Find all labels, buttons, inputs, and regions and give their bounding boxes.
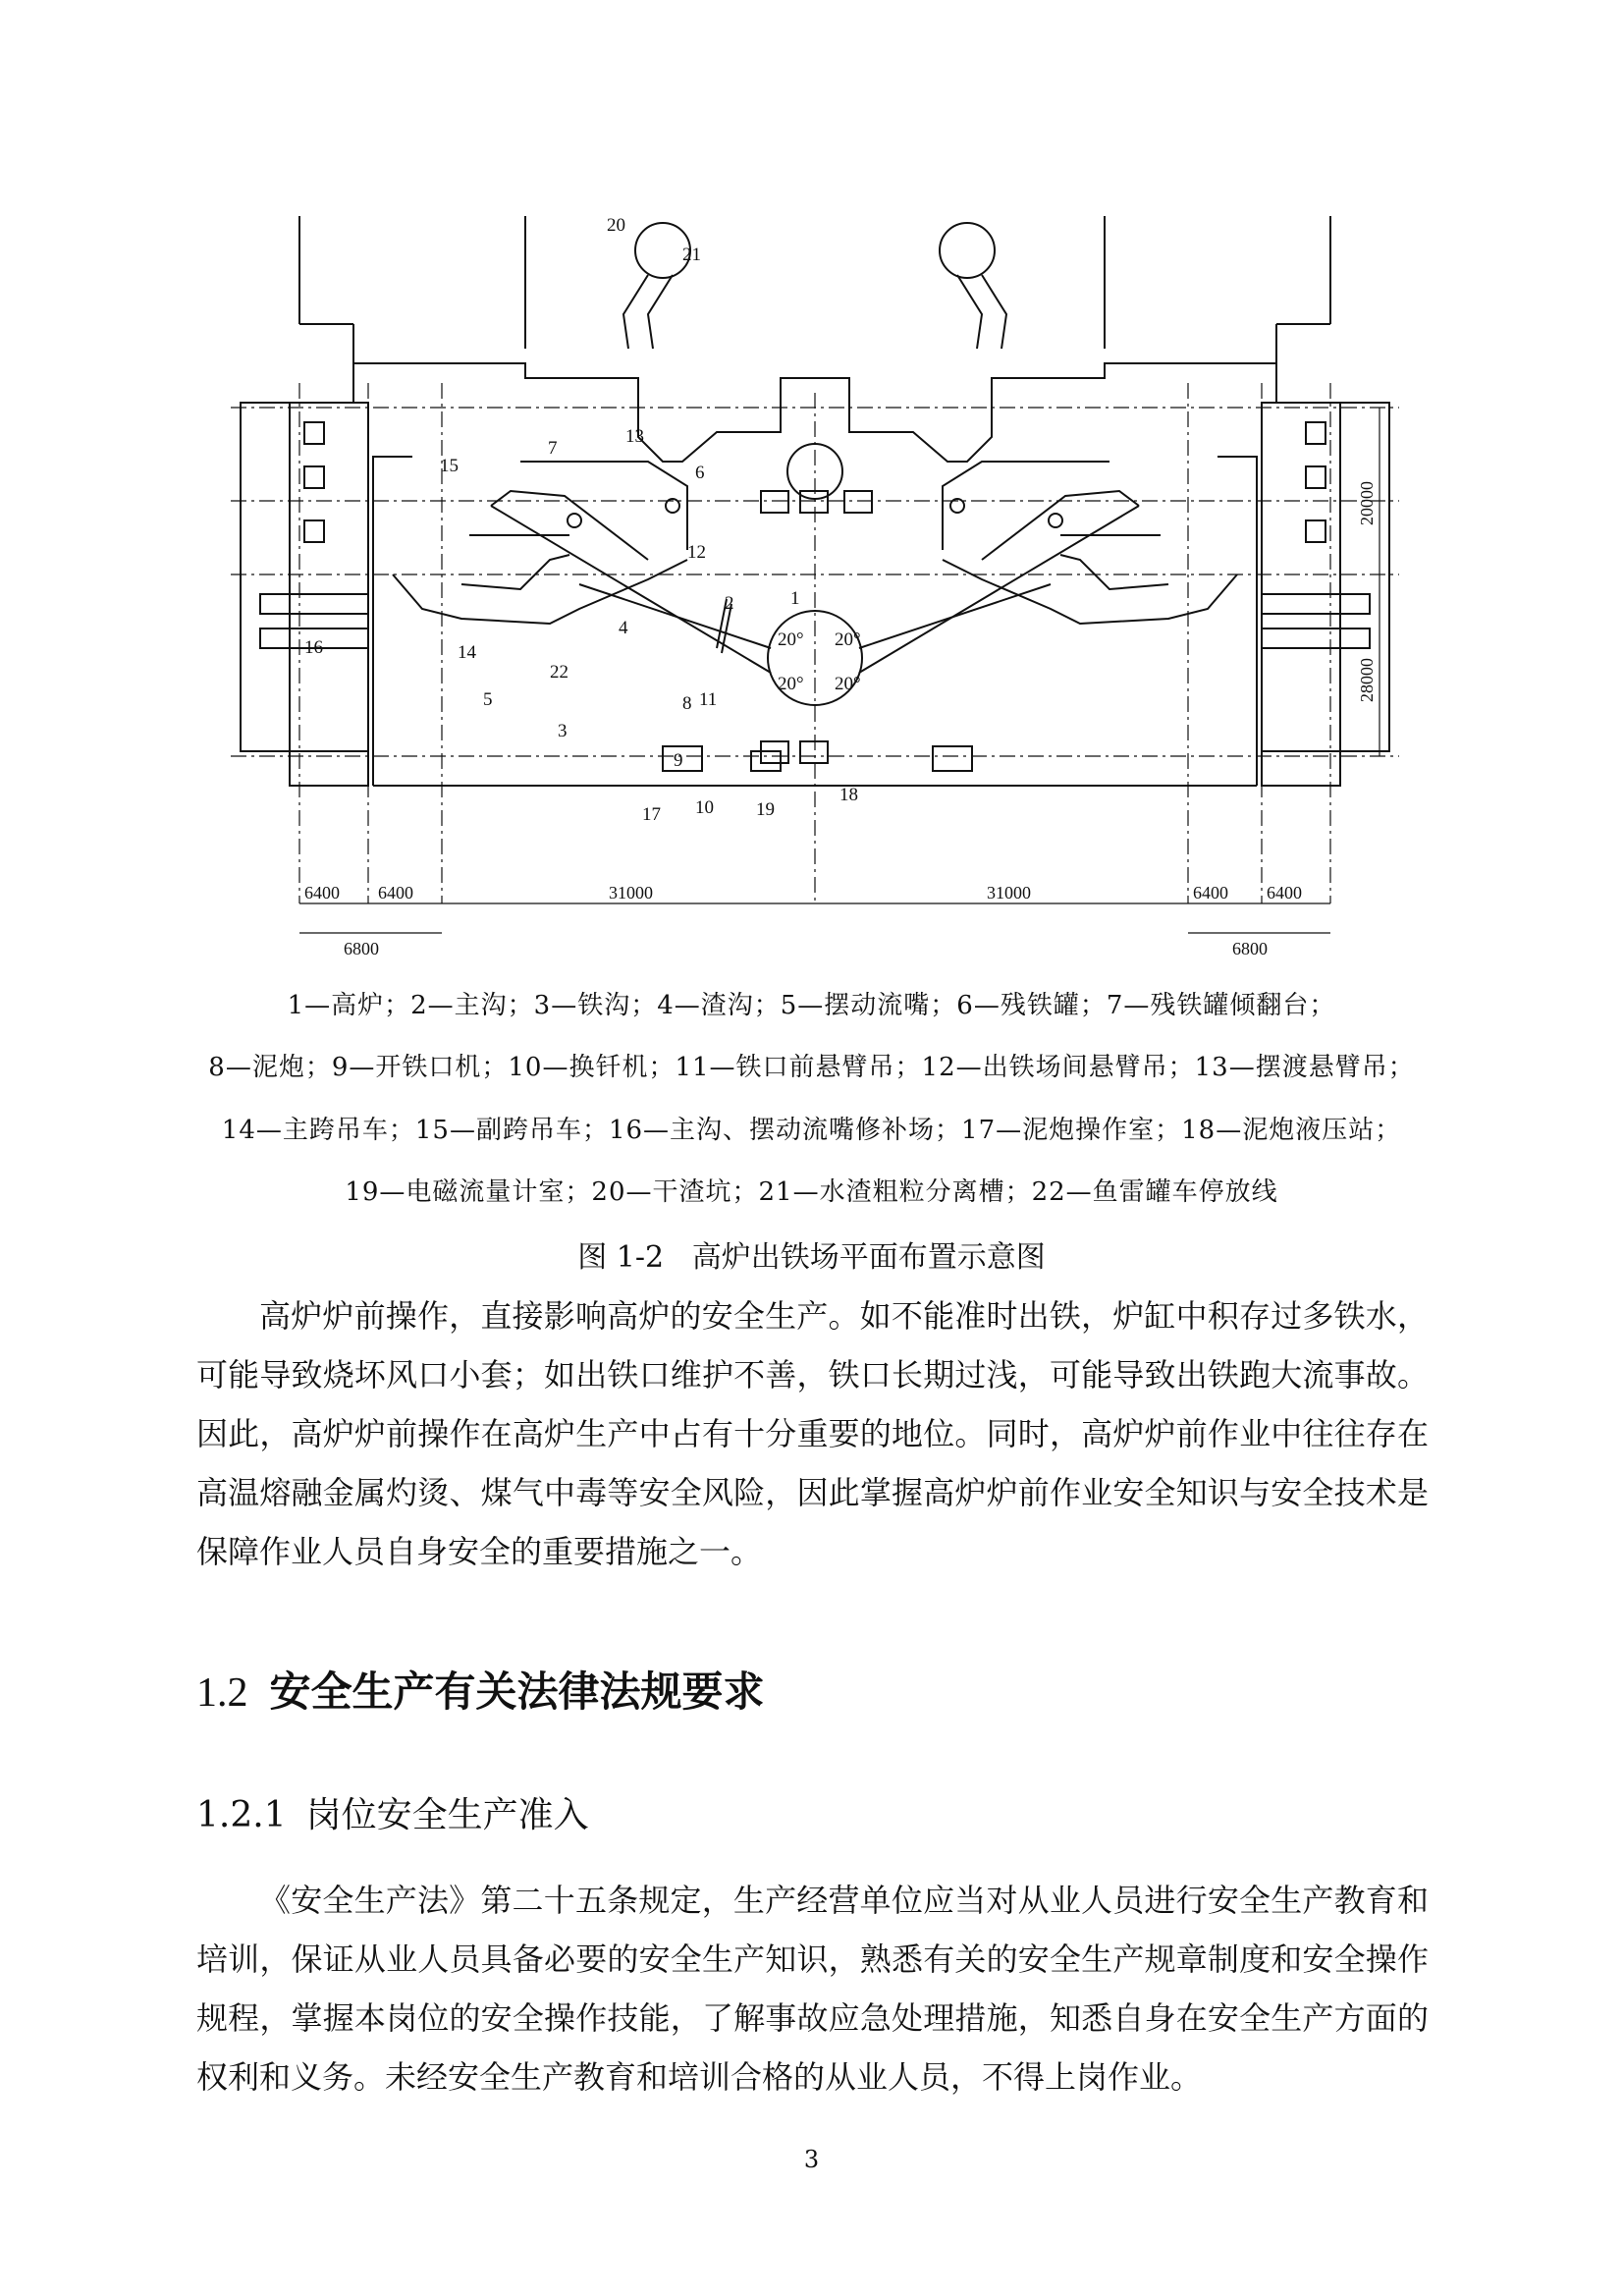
blast-furnace-layout-diagram <box>226 206 1404 962</box>
legend-line-4: 19—电磁流量计室；20—干渣坑；21—水渣粗粒分离槽；22—鱼雷罐车停放线 <box>345 1177 1278 1207</box>
label-22: 22 <box>550 662 568 683</box>
label-11: 11 <box>699 689 718 710</box>
label-15: 15 <box>440 456 459 476</box>
label-6: 6 <box>695 463 705 483</box>
layout-svg <box>226 206 1404 962</box>
legend-line-1: 1—高炉；2—主沟；3—铁沟；4—渣沟；5—摆动流嘴；6—残铁罐；7—残铁罐倾翻台； <box>287 991 1336 1020</box>
angle-label-2: 20° <box>835 629 861 650</box>
dim-28000: 28000 <box>1357 658 1377 702</box>
figure-number: 图 1-2 <box>577 1240 665 1275</box>
legend-line-3: 14—主跨吊车；15—副跨吊车；16—主沟、摆动流嘴修补场；17—泥炮操作室；18—泥炮液压站； <box>221 1116 1402 1145</box>
label-2: 2 <box>725 593 734 614</box>
label-1: 1 <box>790 588 800 609</box>
dim-6400-1: 6400 <box>304 883 340 902</box>
angle-label-3: 20° <box>778 674 804 694</box>
dim-6400-3: 6400 <box>1193 883 1228 902</box>
section-number: 1.2 <box>196 1670 248 1716</box>
label-18: 18 <box>839 785 858 805</box>
label-19: 19 <box>756 799 775 820</box>
label-4: 4 <box>619 618 628 638</box>
dim-6800-1: 6800 <box>344 939 379 958</box>
section-title: 安全生产有关法律法规要求 <box>269 1667 765 1716</box>
dim-31000-2: 31000 <box>987 883 1031 902</box>
label-9: 9 <box>674 750 683 771</box>
dim-6800-2: 6800 <box>1232 939 1268 958</box>
subsection-title: 岗位安全生产准入 <box>305 1795 589 1835</box>
label-13: 13 <box>625 426 644 447</box>
dim-6400-2: 6400 <box>378 883 413 902</box>
page-number: 3 <box>803 2146 820 2173</box>
label-12: 12 <box>687 542 706 563</box>
label-17: 17 <box>642 804 661 825</box>
paragraph-2-text: 《安全生产法》第二十五条规定，生产经营单位应当对从业人员进行安全生产教育和培训，保证从业人员具备必要的安全生产知识，熟悉有关的安全生产规章制度和安全操作规程，掌握本岗位的安全操作技能，了解事故应急处理措施，知悉自身在安全生产方面的权利和义务。未经安全生产教育和培训合格的从业人员，不得上岗作业。 <box>196 1882 1429 2096</box>
paragraph-1-text: 高炉炉前操作，直接影响高炉的安全生产。如不能准时出铁，炉缸中积存过多铁水，可能导致烧坏风口小套；如出铁口维护不善，铁口长期过浅，可能导致出铁跑大流事故。因此，高炉炉前操作在高炉生产中占有十分重要的地位。同时，高炉炉前作业中往往存在高温熔融金属灼烫、煤气中毒等安全风险，因此掌握高炉炉前作业安全知识与安全技术是保障作业人员自身安全的重要措施之一。 <box>196 1297 1429 1570</box>
dim-6400-4: 6400 <box>1267 883 1302 902</box>
subsection-heading <box>196 1787 589 1837</box>
label-3: 3 <box>558 721 568 741</box>
paragraph-2 <box>196 1871 1429 2106</box>
angle-label-4: 20° <box>835 674 861 694</box>
label-10: 10 <box>695 797 714 818</box>
label-21: 21 <box>682 245 701 265</box>
subsection-number: 1.2.1 <box>196 1795 287 1835</box>
label-14: 14 <box>458 642 476 663</box>
label-8: 8 <box>682 693 692 714</box>
section-heading <box>196 1660 765 1719</box>
figure-title: 高炉出铁场平面布置示意图 <box>691 1240 1046 1275</box>
figure-caption <box>0 1232 1623 1276</box>
angle-label-1: 20° <box>778 629 804 650</box>
dim-31000-1: 31000 <box>609 883 653 902</box>
label-5: 5 <box>483 689 493 710</box>
dim-20000: 20000 <box>1357 481 1377 525</box>
label-7: 7 <box>548 438 558 459</box>
label-20: 20 <box>607 215 625 236</box>
label-16: 16 <box>304 637 323 658</box>
paragraph-1 <box>196 1286 1429 1581</box>
legend-line-2: 8—泥炮；9—开铁口机；10—换钎机；11—铁口前悬臂吊；12—出铁场间悬臂吊；13—摆渡悬臂吊； <box>208 1053 1415 1082</box>
